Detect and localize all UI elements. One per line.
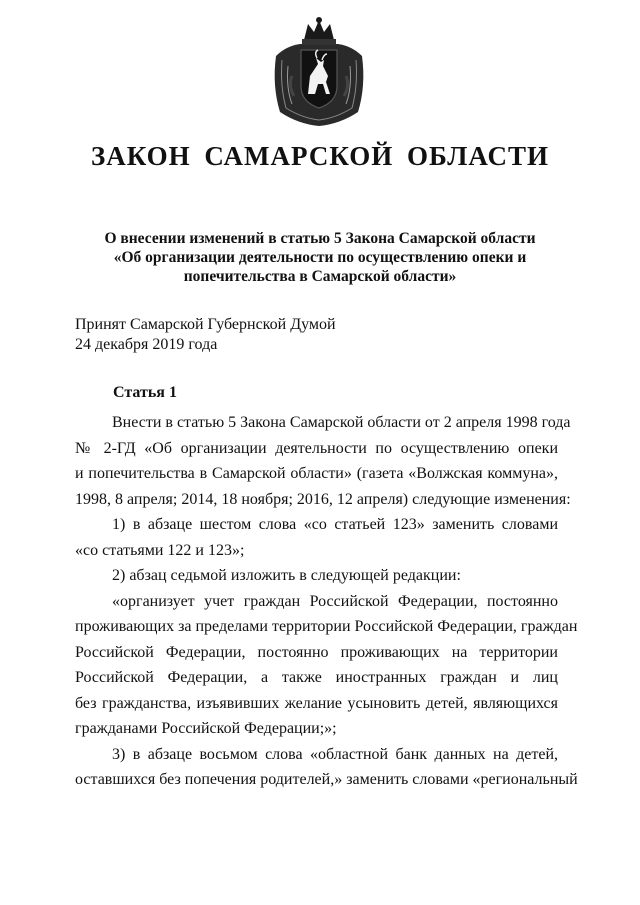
article-body xyxy=(75,410,578,793)
body-line: проживающих за пределами территории Российской Федерации, граждан xyxy=(75,618,578,635)
law-title: ЗАКОН САМАРСКОЙ ОБЛАСТИ xyxy=(91,141,549,171)
body-line: «организует учет граждан Российской Федерации, постоянно xyxy=(112,592,558,610)
body-line: Внести в статью 5 Закона Самарской области от 2 апреля 1998 года xyxy=(112,414,571,431)
body-line: гражданами Российской Федерации;»; xyxy=(75,720,337,737)
adoption-body: Принят Самарской Губернской Думой xyxy=(75,316,336,333)
body-line: № 2-ГД «Об организации деятельности по осуществлению опеки xyxy=(75,439,558,457)
samara-coat-of-arms-icon xyxy=(268,16,370,128)
body-line: оставшихся без попечения родителей,» заменить словами «региональный xyxy=(75,771,578,788)
subtitle-line: «Об организации деятельности по осуществлению опеки и xyxy=(113,249,527,266)
subtitle-line: попечительства в Самарской области» xyxy=(183,268,457,285)
body-line: Российской Федерации, а также иностранных граждан и лиц xyxy=(75,669,558,686)
body-line: 3) в абзаце восьмом слова «областной банк данных на детей, xyxy=(112,745,558,763)
body-line: 1998, 8 апреля; 2014, 18 ноября; 2016, 12 апреля) следующие изменения: xyxy=(75,490,571,508)
body-line: 1) в абзаце шестом слова «со статьей 123» заменить словами xyxy=(112,516,558,533)
body-line: и попечительства в Самарской области» (газета «Волжская коммуна», xyxy=(75,465,558,482)
adoption-info xyxy=(75,315,336,355)
adoption-date: 24 декабря 2019 года xyxy=(75,336,218,353)
body-line: 2) абзац седьмой изложить в следующей редакции: xyxy=(112,567,461,584)
body-line: Российской Федерации, постоянно проживающих на территории xyxy=(75,643,558,661)
law-subtitle xyxy=(70,229,570,286)
body-line: «со статьями 122 и 123»; xyxy=(75,541,245,559)
body-line: без гражданства, изъявивших желание усыновить детей, являющихся xyxy=(75,694,558,712)
subtitle-line: О внесении изменений в статью 5 Закона Самарской области xyxy=(104,230,536,247)
article-heading: Статья 1 xyxy=(113,384,177,401)
